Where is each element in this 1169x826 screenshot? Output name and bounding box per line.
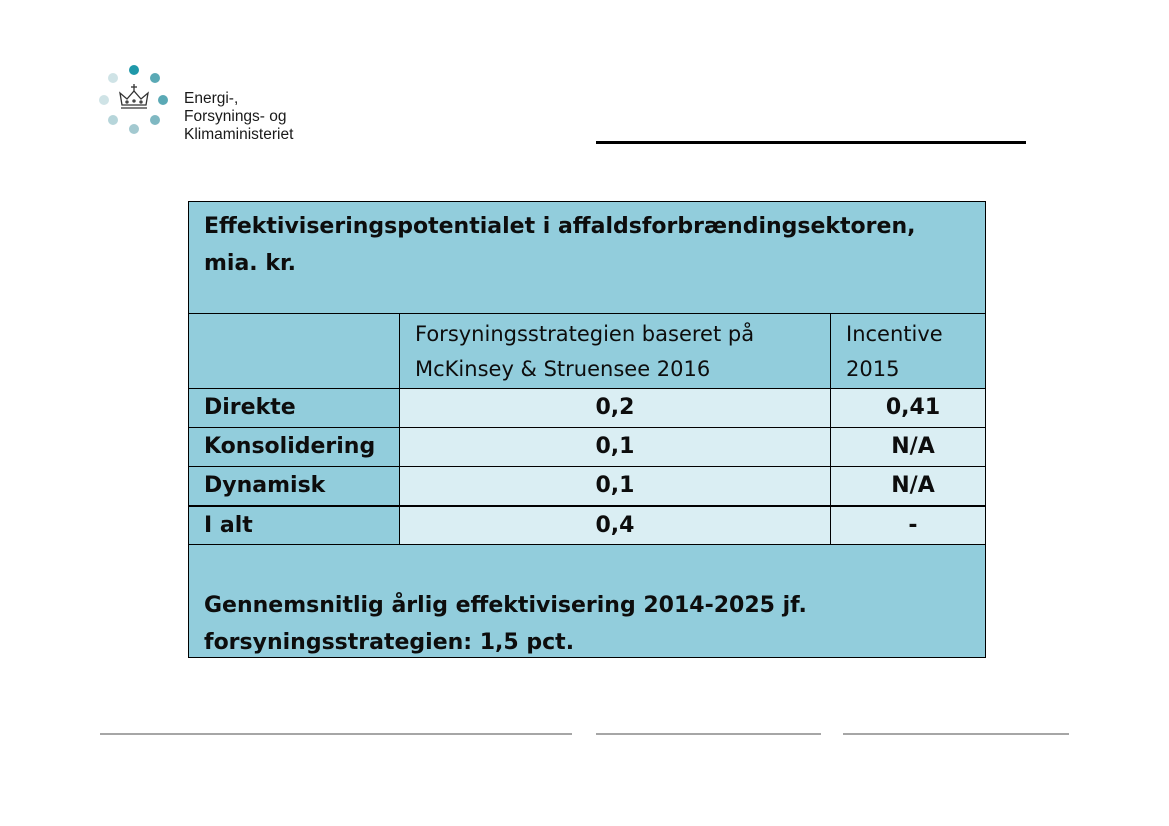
header-cell-incentive: Incentive 2015 xyxy=(831,314,985,388)
strategy-value: 0,4 xyxy=(400,507,831,544)
incentive-value: N/A xyxy=(831,467,985,505)
strategy-value: 0,1 xyxy=(400,467,831,505)
crown-emblem-icon xyxy=(98,64,178,144)
incentive-value: N/A xyxy=(831,428,985,466)
header-divider xyxy=(596,141,1026,144)
footer-divider-left xyxy=(100,733,572,735)
strategy-value: 0,2 xyxy=(400,389,831,427)
ministry-name-line: Energi-, xyxy=(184,90,239,107)
row-label: Direkte xyxy=(189,389,400,427)
header-cell-empty xyxy=(189,314,400,388)
footer-divider-right xyxy=(843,733,1069,735)
efficiency-table xyxy=(188,201,986,658)
table-total-row xyxy=(189,506,985,545)
table-row xyxy=(189,467,985,506)
table-header-row xyxy=(189,314,985,389)
table-row xyxy=(189,389,985,428)
row-label: Konsolidering xyxy=(189,428,400,466)
ministry-name xyxy=(184,90,293,144)
ministry-name-line: Forsynings- og xyxy=(184,108,287,125)
table-title: Effektiviseringspotentialet i affaldsforbrændingsektoren, mia. kr. xyxy=(189,202,985,314)
ministry-name-line: Klimaministeriet xyxy=(184,126,294,143)
footer-divider-middle xyxy=(596,733,821,735)
row-label: Dynamisk xyxy=(189,467,400,505)
row-label: I alt xyxy=(189,507,400,544)
incentive-value: - xyxy=(831,507,985,544)
header-cell-strategy: Forsyningsstrategien baseret på McKinsey & Struensee 2016 xyxy=(400,314,831,388)
table-footer-note: Gennemsnitlig årlig effektivisering 2014-2025 jf. forsyningsstrategien: 1,5 pct. xyxy=(189,545,985,657)
strategy-value: 0,1 xyxy=(400,428,831,466)
incentive-value: 0,41 xyxy=(831,389,985,427)
table-row xyxy=(189,428,985,467)
